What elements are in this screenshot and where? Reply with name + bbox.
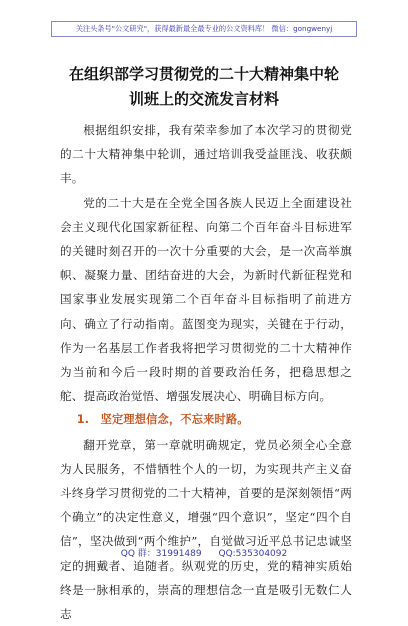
promo-banner: 关注头条号"公文研究"，获得最新最全最专业的公文资料库！ 微信：gongwenyj: [51, 21, 357, 37]
title-line-2: 训班上的交流发言材料: [128, 90, 279, 108]
paragraph: 根据组织安排，我有荣幸参加了本次学习的贯彻党的二十大精神集中轮训，通过培训我受益匪浅、收获颇丰。: [60, 123, 352, 186]
section-heading: 1. 坚定理想信念，不忘来时路。: [76, 413, 249, 427]
footer-qq-group: QQ 群：31991489: [120, 549, 202, 559]
paragraph: 翻开党章，第一章就明确规定，党员必须全心全意为人民服务，不惜牺牲个人的一切，为实现共产主义奋斗终身学习贯彻党的二十大精神，首要的是深刻领悟“两个确立”的决定性意义，增强“四个意识”，坚定“四个自信”，坚决做到“两个维护”，自觉做习近平总书记忠诚坚定的拥戴者、追随者。纵观党的历史，党的精神实质始终是一脉相承的，崇高的理想信念一直是吸引无数仁人志: [60, 437, 352, 622]
title-line-1: 在组织部学习贯彻党的二十大精神集中轮: [68, 65, 339, 83]
footer-qq: QQ:535304092: [218, 549, 288, 559]
paragraph: 党的二十大是在全党全国各族人民迈上全面建设社会主义现代化国家新征程、向第二个百年奋斗目标进军的关键时刻召开的一次十分重要的大会，是一次高举旗帜、凝聚力量、团结奋进的大会，为新时代新征程党和国家事业发展实现第二个百年奋斗目标指明了前进方向、确立了行动指南。蓝图变为现实，关键在于行动，作为一名基层工作者我将把学习贯彻党的二十大精神作为当前和今后一段时期的首要政治任务，把稳思想之舵、提高政治觉悟、增强发展决心、明确目标方向。: [60, 195, 352, 404]
page-footer: [0, 546, 408, 559]
document-title: [48, 62, 360, 112]
